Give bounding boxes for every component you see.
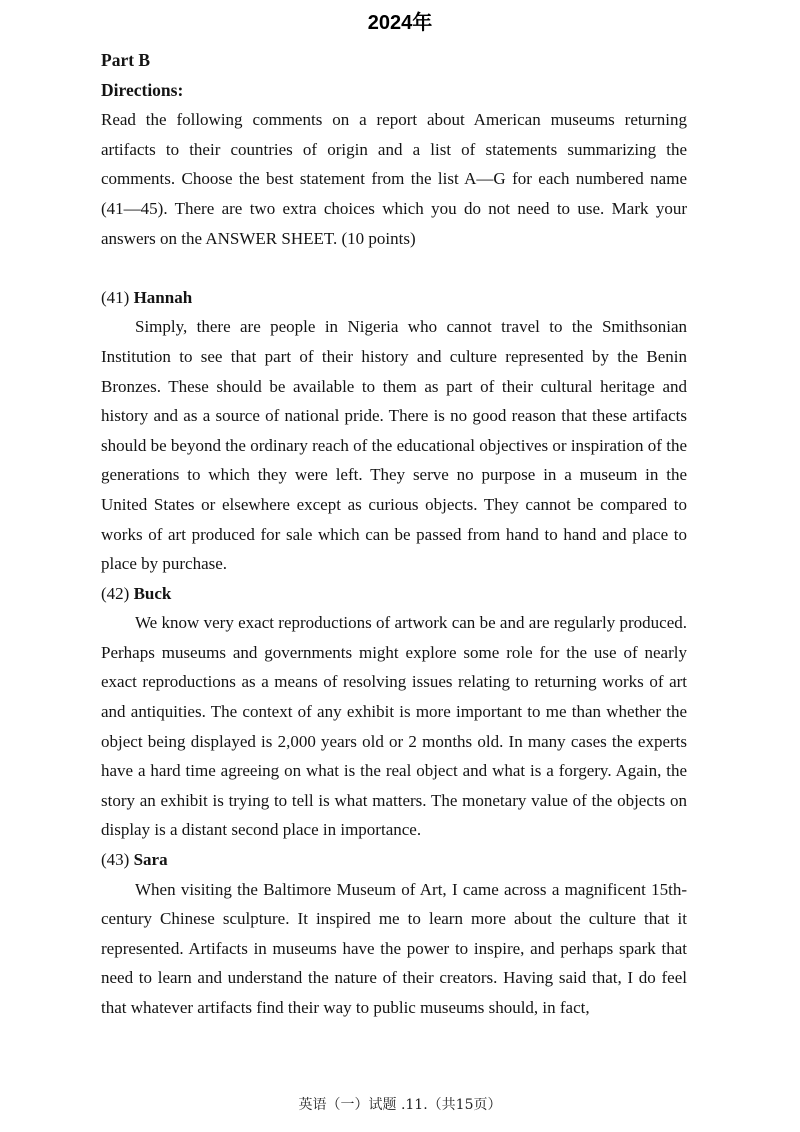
exam-content	[101, 46, 687, 1023]
part-title: Part B	[101, 50, 151, 70]
page-footer: 英语（一）试题 .11.（共15页）	[298, 1097, 502, 1113]
comment-text: Simply, there are people in Nigeria who cannot travel to the Smithsonian Institution to see that part of their history and culture represented by the Benin Bronzes. These should be available to them as part of their cultural heritage and history and as a source of national pride. There is no good reason that these artifacts should be beyond the ordinary reach of the educational objectives or inspiration of the generations to which they were left. They serve no purpose in a museum in the United States or elsewhere except as curious objects. They cannot be compared to works of art produced for sale which can be passed from hand to hand and place to place by purchase.	[101, 317, 687, 574]
directions-title: Directions:	[101, 79, 184, 100]
question-number: (41)	[101, 287, 130, 307]
question-number: (43)	[101, 850, 130, 870]
comment-block-hannah	[101, 283, 687, 579]
commenter-name: Sara	[133, 850, 168, 870]
page-year-header: 2024年	[367, 12, 433, 34]
comment-text: When visiting the Baltimore Museum of Art, I came across a magnificent 15th-century Chinese sculpture. It inspired me to learn more about the culture that it represented. Artifacts in museums have the power to inspire, and perhaps spark that need to learn and understand the nature of their creators. Having said that, I do feel that whatever artifacts find their way to public museums should, in fact,	[101, 879, 687, 1017]
commenter-name: Hannah	[133, 287, 193, 307]
comment-text: We know very exact reproductions of artwork can be and are regularly produced. Perhaps museums and governments might explore some role for the use of nearly exact reproductions as a means of resolving issues relating to returning works of art and antiquities. The context of any exhibit is more important to me than whether the object being displayed is 2,000 years old or 2 months old. In many cases the experts have a hard time agreeing on what is the real object and what is a forgery. Again, the story an exhibit is trying to tell is what matters. The monetary value of the objects on display is a distant second place in importance.	[101, 613, 687, 840]
comment-heading	[101, 845, 687, 875]
comment-block-buck	[101, 579, 687, 845]
question-number: (42)	[101, 583, 130, 603]
spacer	[101, 253, 687, 283]
commenter-name: Buck	[133, 583, 172, 603]
directions-text: Read the following comments on a report about American museums returning artifacts to their countries of origin and a list of statements summarizing the comments. Choose the best statement from the list A—G for each numbered name (41—45). There are two extra choices which you do not need to use. Mark your answers on the ANSWER SHEET. (10 points)	[101, 110, 687, 248]
comment-heading	[101, 579, 687, 609]
comment-block-sara	[101, 845, 687, 1023]
comment-heading	[101, 283, 687, 313]
